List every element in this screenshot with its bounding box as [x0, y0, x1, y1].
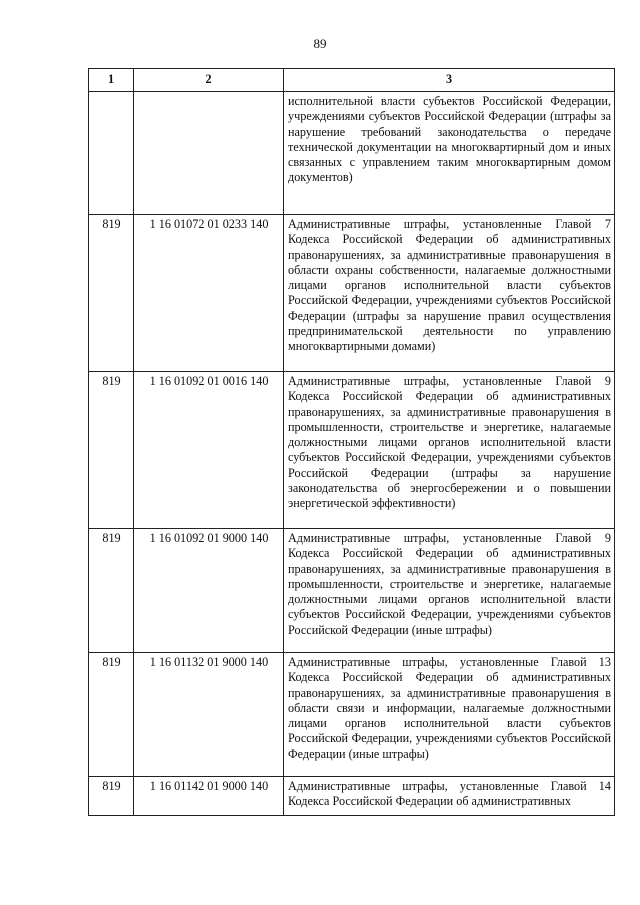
column-header-2: 2: [134, 69, 284, 92]
row-description: Административные штрафы, установленные Главой 9 Кодекса Российской Федерации об административных правонарушениях, за административные правонарушения в промышленности, строительстве и энергетике, налагаемые должностными лицами органов исполнительной власти субъектов Российской Федерации, учреждениями субъектов Российской Федерации (штрафы за нарушение законодательства об энергосбережении и о повышении энергетической эффективности): [284, 372, 615, 529]
row-description: Административные штрафы, установленные Главой 14 Кодекса Российской Федерации об административных: [284, 777, 615, 816]
row-budget-code: 1 16 01072 01 0233 140: [134, 215, 284, 372]
row-description: Административные штрафы, установленные Главой 9 Кодекса Российской Федерации об административных правонарушениях, за административные правонарушения в промышленности, строительстве и энергетике, налагаемые должностными лицами органов исполнительной власти субъектов Российской Федерации, учреждениями субъектов Российской Федерации (иные штрафы): [284, 529, 615, 653]
table-row: [89, 777, 615, 816]
row-budget-code: 1 16 01142 01 9000 140: [134, 777, 284, 816]
table-row: [89, 215, 615, 372]
budget-codes-table: [88, 68, 615, 816]
row-description: Административные штрафы, установленные Главой 13 Кодекса Российской Федерации об административных правонарушениях, за административные правонарушения в области связи и информации, налагаемые должностными лицами органов исполнительной власти субъектов Российской Федерации, учреждениями субъектов Российской Федерации (иные штрафы): [284, 653, 615, 777]
table-row: [89, 92, 615, 215]
page-number: 89: [313, 36, 327, 51]
row-budget-code: [134, 92, 284, 215]
row-admin-code: 819: [89, 653, 134, 777]
row-admin-code: 819: [89, 372, 134, 529]
column-header-1: 1: [89, 69, 134, 92]
row-admin-code: [89, 92, 134, 215]
row-admin-code: 819: [89, 529, 134, 653]
row-admin-code: 819: [89, 777, 134, 816]
row-description: исполнительной власти субъектов Российской Федерации, учреждениями субъектов Российской Федерации (штрафы за нарушение требований законодательства о передаче технической документации на многоквартирный дом и иных связанных с управлением таким многоквартирным домом документов): [284, 92, 615, 215]
row-admin-code: 819: [89, 215, 134, 372]
row-description: Административные штрафы, установленные Главой 7 Кодекса Российской Федерации об административных правонарушениях, за административные правонарушения в области охраны собственности, налагаемые должностными лицами органов исполнительной власти субъектов Российской Федерации, учреждениями субъектов Российской Федерации (штрафы за нарушение правил осуществления предпринимательской деятельности по управлению многоквартирными домами): [284, 215, 615, 372]
table-header-row: [89, 69, 615, 92]
row-budget-code: 1 16 01132 01 9000 140: [134, 653, 284, 777]
table-row: [89, 653, 615, 777]
column-header-3: 3: [284, 69, 615, 92]
row-budget-code: 1 16 01092 01 9000 140: [134, 529, 284, 653]
table-row: [89, 529, 615, 653]
row-budget-code: 1 16 01092 01 0016 140: [134, 372, 284, 529]
table-row: [89, 372, 615, 529]
